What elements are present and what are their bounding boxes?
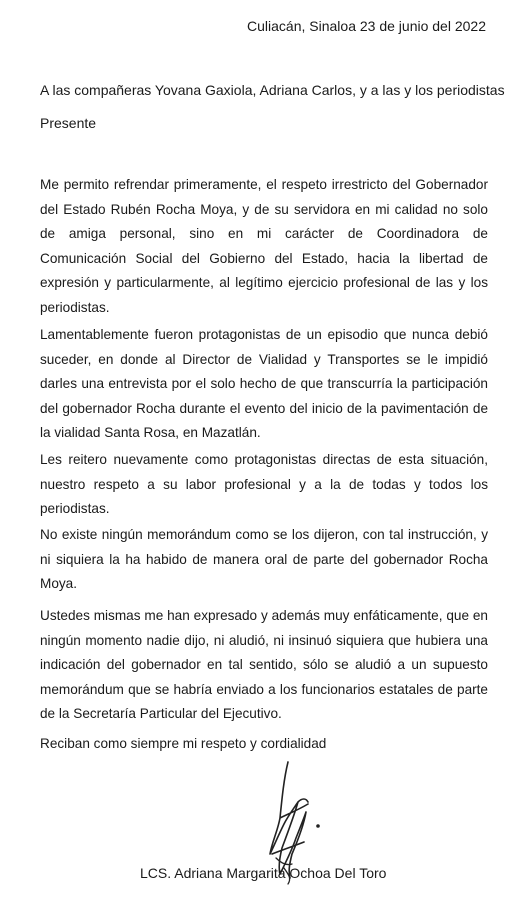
presente-line: Presente — [40, 115, 97, 131]
body-paragraph: Lamentablemente fueron protagonistas de un episodio que nunca debió suceder, en donde al Director de Vialidad y Transportes se le impidió darles una entrevista por el solo hecho de que transcurría la participación del gobernador Rocha durante el evento del inicio de la pavimentación de la vialidad Santa Rosa, en Mazatlán. — [40, 327, 488, 440]
addressee-line: A las compañeras Yovana Gaxiola, Adriana Carlos, y a las y los periodistas — [40, 82, 505, 98]
closing-line: Reciban como siempre mi respeto y cordialidad — [40, 736, 327, 751]
body-paragraph: Ustedes mismas me han expresado y además muy enfáticamente, que en ningún momento nadie dijo, ni aludió, ni insinuó siquiera que hubiera una indicación del gobernador en tal sentido, sólo se aludió a un supuesto memorándum que se habría enviado a los funcionarios estatales de parte de la Secretaría Particular del Ejecutivo. — [40, 608, 488, 721]
body-paragraph: Me permito refrendar primeramente, el respeto irrestricto del Gobernador del Estado Rubén Rocha Moya, y de su servidora en mi calidad no solo de amiga personal, sino en mi carácter de Coordinadora de Comunicación Social del Gobierno del Estado, hacia la libertad de expresión y particularmente, al legítimo ejercicio profesional de las y los periodistas. — [40, 177, 488, 315]
body-paragraph: No existe ningún memorándum como se los dijeron, con tal instrucción, y ni siquiera la ha habido de manera oral de parte del gobernador Rocha Moya. — [40, 527, 488, 591]
place-date: Culiacán, Sinaloa 23 de junio del 2022 — [247, 18, 486, 34]
body-paragraph: Les reitero nuevamente como protagonistas directas de esta situación, nuestro respeto a su labor profesional y a la de todas y todos los periodistas. — [40, 452, 488, 516]
signer-name: LCS. Adriana Margarita Ochoa Del Toro — [140, 865, 387, 881]
